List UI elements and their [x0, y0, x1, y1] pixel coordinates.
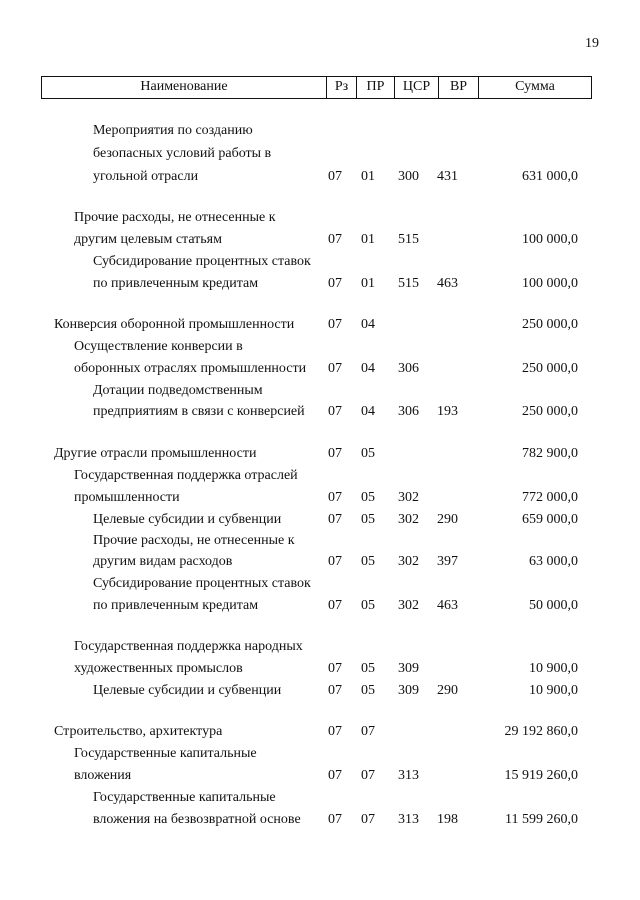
row-name: другим видам расходов: [93, 554, 233, 569]
table-row: [0, 595, 640, 617]
row-sum: 100 000,0: [522, 276, 578, 291]
row-csr: 313: [398, 812, 419, 827]
table-row: [0, 743, 640, 765]
row-pr: 05: [361, 661, 375, 676]
row-name: Субсидирование процентных ставок: [93, 576, 311, 591]
row-sum: 50 000,0: [529, 598, 578, 613]
table-row: [0, 166, 640, 188]
table-row: [0, 465, 640, 487]
row-name: Дотации подведомственным: [93, 383, 263, 398]
row-rz: 07: [328, 768, 342, 783]
table-row: [0, 658, 640, 680]
row-name: Прочие расходы, не отнесенные к: [74, 210, 276, 225]
row-rz: 07: [328, 446, 342, 461]
row-rz: 07: [328, 724, 342, 739]
row-sum: 782 900,0: [522, 446, 578, 461]
row-vr: 198: [437, 812, 458, 827]
row-name: художественных промыслов: [74, 661, 243, 676]
row-sum: 10 900,0: [529, 661, 578, 676]
row-pr: 05: [361, 683, 375, 698]
table-row: [0, 509, 640, 531]
row-name: Другие отрасли промышленности: [54, 446, 257, 461]
row-pr: 04: [361, 361, 375, 376]
row-vr: 193: [437, 404, 458, 419]
row-rz: 07: [328, 598, 342, 613]
row-pr: 07: [361, 768, 375, 783]
row-name: Субсидирование процентных ставок: [93, 254, 311, 269]
row-sum: 100 000,0: [522, 232, 578, 247]
table-header: [41, 76, 592, 99]
row-pr: 05: [361, 490, 375, 505]
row-rz: 07: [328, 512, 342, 527]
row-csr: 309: [398, 683, 419, 698]
row-sum: 631 000,0: [522, 169, 578, 184]
row-pr: 04: [361, 317, 375, 332]
row-pr: 05: [361, 512, 375, 527]
row-sum: 15 919 260,0: [504, 768, 578, 783]
table-row: [0, 380, 640, 402]
table-row: [0, 358, 640, 380]
header-vr: ВР: [438, 77, 478, 98]
row-sum: 250 000,0: [522, 361, 578, 376]
row-name: Государственная поддержка народных: [74, 639, 303, 654]
row-pr: 05: [361, 554, 375, 569]
row-rz: 07: [328, 490, 342, 505]
row-pr: 01: [361, 169, 375, 184]
row-csr: 300: [398, 169, 419, 184]
row-name: Конверсия оборонной промышленности: [54, 317, 295, 332]
table-row: [0, 787, 640, 809]
table-row: [0, 809, 640, 831]
table-row: [0, 251, 640, 273]
row-sum: 659 000,0: [522, 512, 578, 527]
row-rz: 07: [328, 361, 342, 376]
row-csr: 302: [398, 490, 419, 505]
table-row: [0, 314, 640, 336]
row-pr: 01: [361, 232, 375, 247]
row-name: Прочие расходы, не отнесенные к: [93, 533, 295, 548]
row-sum: 772 000,0: [522, 490, 578, 505]
table-row: [0, 551, 640, 573]
table-row: [0, 401, 640, 423]
row-csr: 309: [398, 661, 419, 676]
row-sum: 250 000,0: [522, 317, 578, 332]
table-row: [0, 487, 640, 509]
row-sum: 11 599 260,0: [505, 812, 578, 827]
row-vr: 397: [437, 554, 458, 569]
row-name: Государственные капитальные: [74, 746, 257, 761]
row-name: вложения: [74, 768, 132, 783]
row-name: Целевые субсидии и субвенции: [93, 512, 282, 527]
row-name: Государственные капитальные: [93, 790, 276, 805]
row-name: промышленности: [74, 490, 180, 505]
row-name: Целевые субсидии и субвенции: [93, 683, 282, 698]
table-row: [0, 120, 640, 142]
row-rz: 07: [328, 317, 342, 332]
row-csr: 302: [398, 554, 419, 569]
row-name: оборонных отраслях промышленности: [74, 361, 307, 376]
row-rz: 07: [328, 169, 342, 184]
table-row: [0, 721, 640, 743]
row-csr: 306: [398, 361, 419, 376]
row-name: вложения на безвозвратной основе: [93, 812, 301, 827]
row-rz: 07: [328, 812, 342, 827]
table-row: [0, 273, 640, 295]
row-rz: 07: [328, 404, 342, 419]
table-row: [0, 636, 640, 658]
row-pr: 01: [361, 276, 375, 291]
row-vr: 431: [437, 169, 458, 184]
row-rz: 07: [328, 276, 342, 291]
header-name: Наименование: [140, 79, 228, 94]
table-row: [0, 207, 640, 229]
row-csr: 302: [398, 598, 419, 613]
row-name: другим целевым статьям: [74, 232, 222, 247]
table-row: [0, 680, 640, 702]
row-pr: 04: [361, 404, 375, 419]
row-sum: 250 000,0: [522, 404, 578, 419]
row-name: Государственная поддержка отраслей: [74, 468, 298, 483]
row-csr: 313: [398, 768, 419, 783]
row-rz: 07: [328, 232, 342, 247]
row-name: Осуществление конверсии в: [74, 339, 243, 354]
row-name: предприятиям в связи с конверсией: [93, 404, 305, 419]
row-name: безопасных условий работы в: [93, 146, 272, 161]
row-name: Мероприятия по созданию: [93, 123, 253, 138]
row-name: по привлеченным кредитам: [93, 276, 259, 291]
header-sum: Сумма: [478, 77, 591, 98]
header-csr: ЦСР: [394, 77, 438, 98]
row-vr: 463: [437, 276, 458, 291]
row-rz: 07: [328, 554, 342, 569]
row-vr: 290: [437, 512, 458, 527]
table-row: [0, 336, 640, 358]
row-vr: 290: [437, 683, 458, 698]
page-number: 19: [585, 36, 599, 51]
header-pr: ПР: [356, 77, 394, 98]
row-vr: 463: [437, 598, 458, 613]
row-pr: 05: [361, 446, 375, 461]
row-sum: 29 192 860,0: [504, 724, 578, 739]
row-sum: 63 000,0: [529, 554, 578, 569]
row-pr: 05: [361, 598, 375, 613]
table-row: [0, 530, 640, 552]
row-rz: 07: [328, 683, 342, 698]
row-rz: 07: [328, 661, 342, 676]
row-csr: 306: [398, 404, 419, 419]
row-name: угольной отрасли: [93, 169, 199, 184]
row-csr: 515: [398, 232, 419, 247]
row-sum: 10 900,0: [529, 683, 578, 698]
row-name: Строительство, архитектура: [54, 724, 223, 739]
table-row: [0, 443, 640, 465]
row-csr: 515: [398, 276, 419, 291]
table-row: [0, 229, 640, 251]
table-row: [0, 143, 640, 165]
row-name: по привлеченным кредитам: [93, 598, 259, 613]
row-csr: 302: [398, 512, 419, 527]
row-pr: 07: [361, 812, 375, 827]
header-rz: Рз: [326, 77, 356, 98]
table-row: [0, 573, 640, 595]
row-pr: 07: [361, 724, 375, 739]
table-row: [0, 765, 640, 787]
